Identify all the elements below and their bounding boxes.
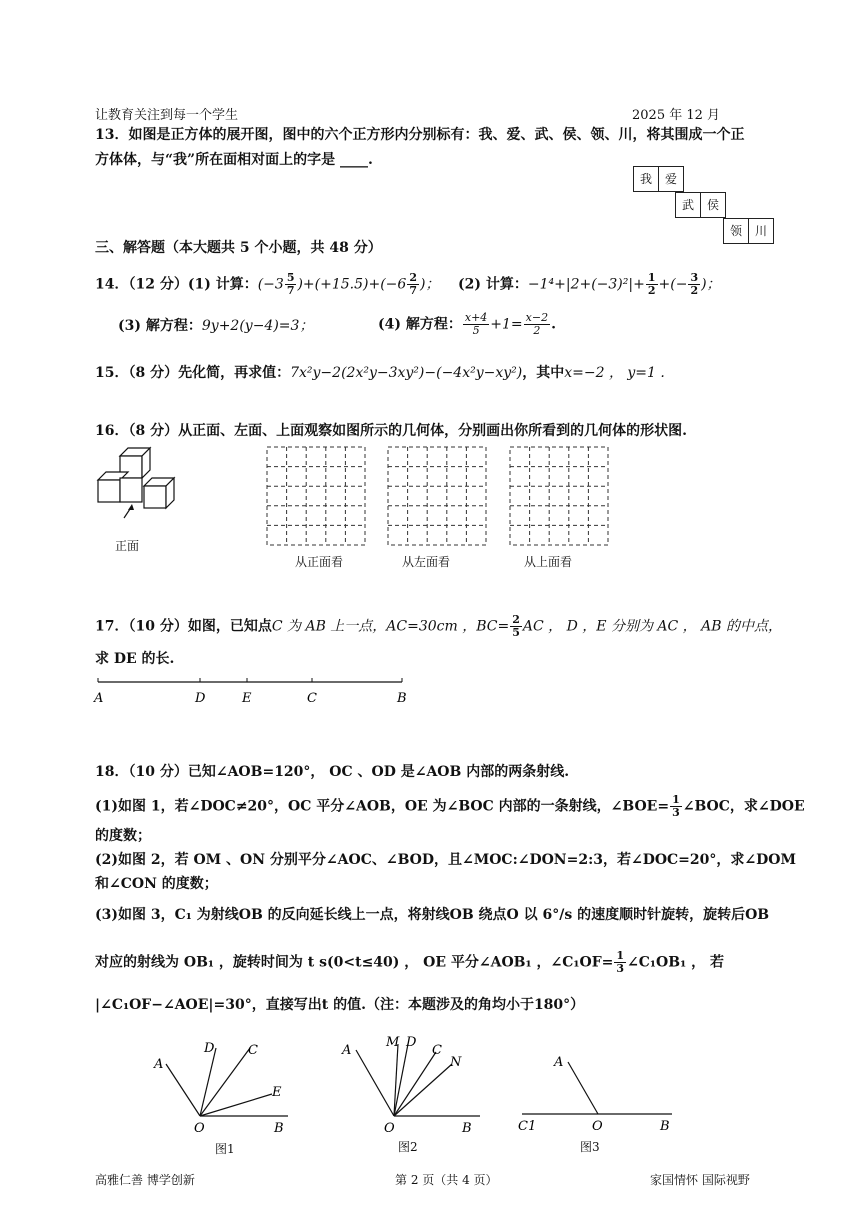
frac-num: 2	[512, 613, 520, 626]
q14-p2-expr-a: −1⁴+|2+(−3)²|+	[527, 276, 645, 293]
q13-line2: 方体体，与“我”所在面相对面上的字是 ____.	[95, 152, 373, 168]
net-cell-hou: 侯	[700, 192, 726, 218]
frac-num: 1	[616, 949, 625, 962]
q14-p1-expr-c: )；	[419, 276, 440, 293]
fig2-label-b: B	[462, 1121, 472, 1136]
q18-p1-c: 的度数；	[95, 828, 151, 844]
q18-p1-frac	[670, 794, 682, 819]
grid-left	[388, 447, 486, 545]
q17-line1-b: C 为 AB 上一点，AC=30cm ，BC=	[271, 618, 510, 635]
point-d: D	[195, 691, 206, 706]
frac-num: 1	[672, 793, 680, 806]
frac-den: 2	[533, 324, 541, 338]
q18-p3-c: |∠C₁OF−∠AOE|=30°，直接写出t 的值.（注：本题涉及的角均小于180°）	[95, 997, 585, 1013]
q18-p2-a: (2)如图 2，若 OM 、ON 分别平分∠AOC、∠BOD，且∠MOC:∠DON=2:3，若∠DOC=20°，求∠DOM	[95, 852, 796, 868]
fig2-label-n: N	[450, 1055, 462, 1070]
q18-intro: 18．（10 分）已知∠AOB=120°， OC 、OD 是∠AOB 内部的两条射线.	[95, 764, 570, 780]
fig2-label-c: C	[432, 1043, 442, 1058]
frac-den: 2	[647, 284, 656, 298]
figure-3	[512, 1046, 677, 1134]
net-cell-wo: 我	[633, 166, 659, 192]
q14-p4-frac2	[524, 312, 550, 337]
q14-p1-expr-a: (−3	[257, 276, 284, 293]
frac-den: 5	[512, 626, 520, 640]
frac-num: 2	[409, 271, 417, 284]
figure-1	[148, 1036, 298, 1136]
q16-text: 16．（8 分）从正面、左面、上面观察如图所示的几何体，分别画出你所看到的几何体的形状图.	[95, 423, 687, 439]
fig1-caption: 图1	[215, 1142, 235, 1156]
q17-line1-c: AC ， D ，E 分别为 AC ， AB 的中点，	[522, 618, 782, 635]
q14-p1-label: 14．（12 分）(1) 计算：	[95, 276, 258, 293]
fig3-label-c1: C1	[518, 1119, 537, 1134]
ray-oa	[568, 1062, 598, 1114]
frac-num: x−2	[525, 311, 549, 324]
footer-center: 第 2 页（共 4 页）	[395, 1173, 498, 1187]
fig1-label-b: B	[274, 1121, 284, 1136]
q18-p1-line	[95, 794, 805, 819]
q14-part1	[95, 272, 439, 297]
section-title: 三、解答题（本大题共 5 个小题，共 48 分）	[95, 240, 382, 256]
grid-front	[267, 447, 365, 545]
net-cell-ai: 爱	[658, 166, 684, 192]
frac-num: 1	[647, 271, 656, 284]
ray-oa	[356, 1050, 394, 1116]
q18-p2-b: 和∠CON 的度数；	[95, 876, 218, 892]
q14-p2-frac2	[688, 272, 700, 297]
q15-expr: 7x²y−2(2x²y−3xy²)−(−4x²y−xy²)	[290, 365, 523, 381]
q17-line2: 求 DE 的长.	[95, 651, 175, 667]
front-label: 正面	[115, 539, 140, 553]
q14-p3-label: (3) 解方程：	[118, 318, 202, 334]
frac-num: x+4	[464, 311, 488, 324]
q18-p3-b	[95, 950, 724, 975]
fig1-label-e: E	[272, 1085, 282, 1100]
q14-p4-frac1	[463, 312, 489, 337]
q18-p3-frac	[614, 950, 626, 975]
q15-cond: x=−2 ， y=1 .	[564, 365, 665, 381]
point-e: E	[242, 691, 252, 706]
fig2-caption: 图2	[398, 1140, 418, 1154]
view-grids	[266, 446, 611, 548]
frac-den: 3	[616, 962, 625, 976]
fig2-label-d: D	[406, 1035, 417, 1050]
q15-cond-label: ，其中	[522, 365, 565, 381]
q14-p4-end: .	[551, 316, 556, 333]
fig2-label-m: M	[386, 1035, 400, 1050]
fig1-label-a: A	[154, 1057, 164, 1072]
point-b: B	[397, 691, 407, 706]
net-cell-ling: 领	[723, 218, 749, 244]
fig2-label-o: O	[384, 1121, 395, 1136]
grid-label-front: 从正面看	[295, 555, 344, 569]
frac-num: 5	[286, 271, 295, 284]
q14-p4-label: (4) 解方程：	[378, 316, 462, 333]
frac-num: 3	[690, 271, 699, 284]
q14-p4-mid: +1=	[490, 316, 523, 333]
footer-left: 高雅仁善 博学创新	[95, 1173, 195, 1187]
header-left: 让教育关注到每一个学生	[95, 108, 239, 123]
q14-part3	[118, 318, 313, 335]
fig2-label-a: A	[342, 1043, 352, 1058]
frac-den: 7	[286, 284, 295, 298]
q18-p3-b2: ∠C₁OB₁ ， 若	[627, 954, 724, 971]
q17-line1	[95, 614, 782, 639]
fig1-label-c: C	[248, 1043, 258, 1058]
fig1-label-o: O	[194, 1121, 205, 1136]
q14-p2-label: (2) 计算：	[458, 276, 528, 293]
point-c: C	[307, 691, 317, 706]
header-right: 2025 年 12 月	[632, 108, 721, 123]
point-a: A	[94, 691, 104, 706]
grid-label-left: 从左面看	[402, 555, 451, 569]
q17-line1-a: 17．（10 分）如图，已知点	[95, 618, 272, 635]
q14-p1-frac1	[285, 272, 297, 297]
q14-p2-expr-c: )；	[701, 276, 721, 293]
frac-den: 3	[672, 806, 680, 820]
net-cell-wu: 武	[675, 192, 701, 218]
fig3-caption: 图3	[580, 1140, 600, 1154]
q15-label: 15．（8 分）先化简，再求值：	[95, 365, 291, 381]
q18-p3-b1: 对应的射线为 OB₁ ，旋转时间为 t s(0<t≤40) ， OE 平分∠AOB₁ ，∠C₁OF=	[95, 954, 614, 971]
cube-stack-figure	[92, 440, 202, 520]
footer-right: 家国情怀 国际视野	[650, 1173, 750, 1187]
q18-p3-a: (3)如图 3，C₁ 为射线OB 的反向延长线上一点，将射线OB 绕点O 以 6°/s 的速度顺时针旋转，旋转后OB	[95, 907, 770, 923]
q13-line1: 13．如图是正方体的展开图，图中的六个正方形内分别标有：我、爱、武、侯、领、川，将其围成一个正	[95, 127, 745, 143]
frac-den: 5	[472, 324, 480, 338]
front-arrow-head	[128, 504, 134, 510]
segment-figure	[92, 674, 412, 708]
q18-p1-b: ∠BOC，求∠DOE	[682, 798, 805, 815]
q14-p1-expr-b: )+(+15.5)+(−6	[297, 276, 407, 293]
ray-oa	[166, 1064, 200, 1116]
frac-den: 2	[690, 284, 699, 298]
fig1-label-d: D	[204, 1041, 215, 1056]
frac-den: 7	[409, 284, 417, 298]
q14-part4	[378, 312, 556, 337]
q14-part2	[458, 272, 721, 297]
q18-p1-a: (1)如图 1，若∠DOC≠20°，OC 平分∠AOB，OE 为∠BOC 内部的一条射线，∠BOE=	[95, 798, 670, 815]
grid-top	[510, 447, 608, 545]
figure-2	[336, 1034, 486, 1136]
q14-p2-frac1	[646, 272, 658, 297]
q14-p3-expr: 9y+2(y−4)=3；	[201, 318, 314, 334]
q15-line	[95, 365, 665, 382]
fig3-label-o: O	[592, 1119, 603, 1134]
q14-p2-expr-b: +(−	[658, 276, 688, 293]
grid-label-top: 从上面看	[524, 555, 573, 569]
q14-p1-frac2	[407, 272, 419, 297]
fig3-label-a: A	[554, 1055, 564, 1070]
cube-stack-shapes	[98, 448, 174, 508]
ray-oe	[200, 1094, 272, 1116]
net-cell-chuan: 川	[748, 218, 774, 244]
q17-frac	[510, 614, 522, 639]
fig3-label-b: B	[660, 1119, 670, 1134]
